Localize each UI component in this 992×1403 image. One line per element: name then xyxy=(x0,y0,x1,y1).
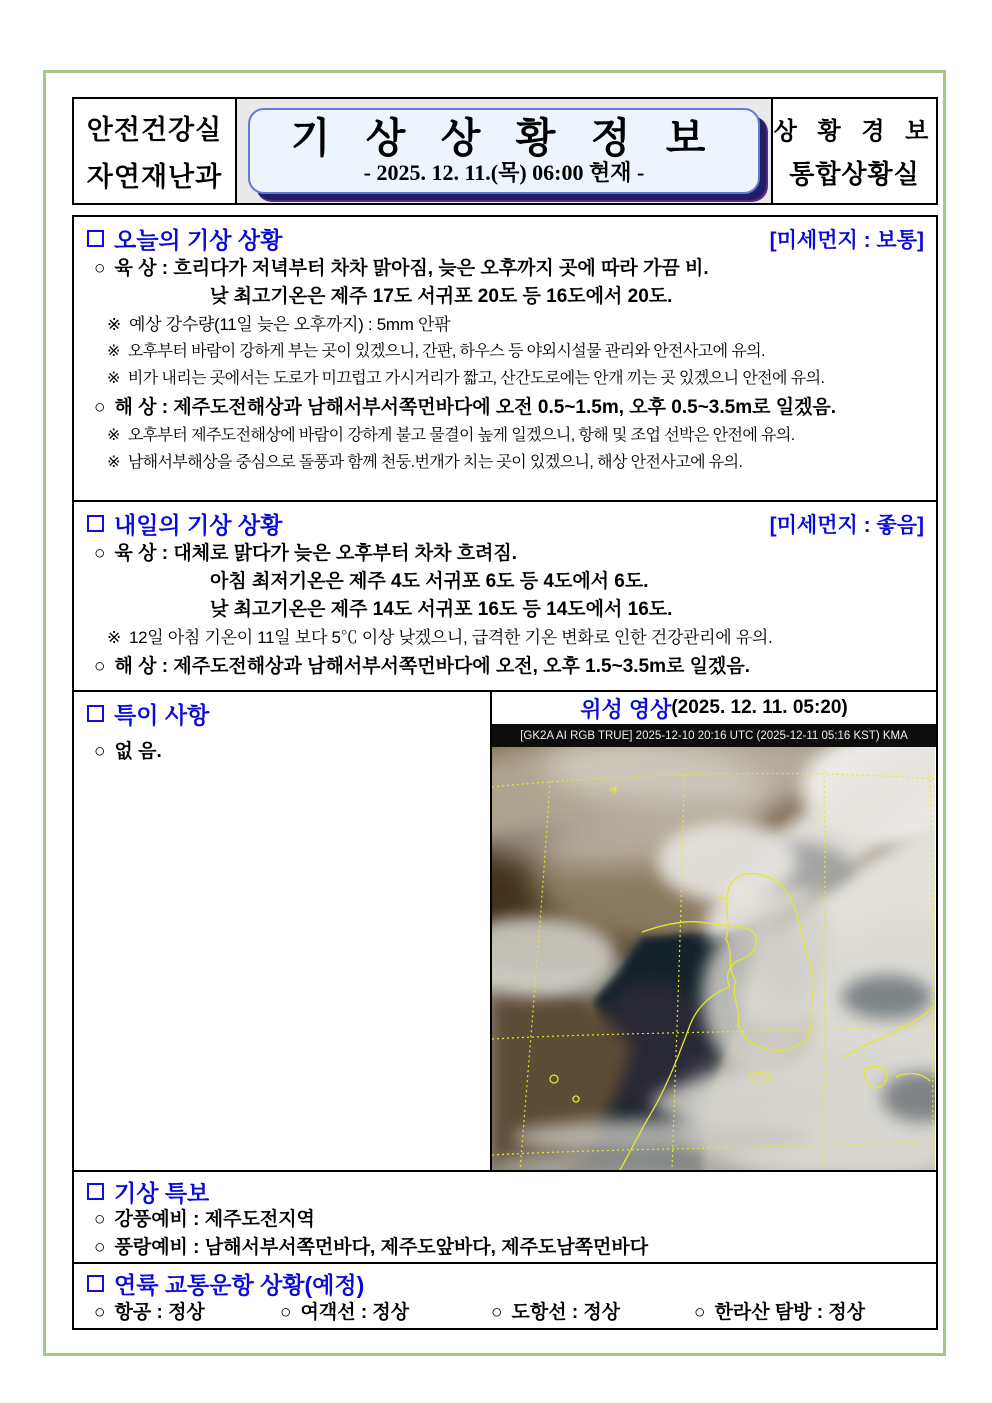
satellite-title-date: (2025. 12. 11. 05:20) xyxy=(671,697,848,719)
section-today-heading: 오늘의 기상 상황 xyxy=(114,227,283,253)
dust-badge-today: [미세먼지 : 보통] xyxy=(769,228,924,252)
circle-bullet-icon: ○ xyxy=(94,1209,106,1230)
checkbox-icon xyxy=(87,230,104,247)
department-line2: 자연재난과 xyxy=(86,162,223,192)
checkbox-icon xyxy=(87,1275,104,1292)
today-note-3: 비가 내리는 곳에서는 도로가 미끄럽고 가시거리가 짧고, 산간도로에는 안개 끼는 곳 있겠으니 안전에 유의. xyxy=(127,370,825,387)
section-special-heading: 특이 사항 xyxy=(114,702,210,728)
circle-bullet-icon: ○ xyxy=(491,1302,503,1323)
title-cell xyxy=(237,99,773,203)
special-none-text: 없 음. xyxy=(114,741,162,762)
today-sea-note-2: 남해서부해상을 중심으로 돌풍과 함께 천둥.번개가 치는 곳이 있겠으니, 해상 안전사고에 유의. xyxy=(127,454,743,471)
today-note-2: 오후부터 바람이 강하게 부는 곳이 있겠으니, 간판, 하우스 등 야외시설물 관리와 안전사고에 유의. xyxy=(127,343,765,360)
report-title: 기 상 상 황 정 보 xyxy=(290,115,718,161)
circle-bullet-icon: ○ xyxy=(94,1237,106,1258)
report-body xyxy=(72,215,938,1330)
section-today xyxy=(74,217,936,502)
section-special xyxy=(74,692,936,1172)
tomorrow-note-1: 12일 아침 기온이 11일 보다 5℃ 이상 낮겠으니, 급격한 기온 변화로 인한 건강관리에 유의. xyxy=(128,628,773,647)
circle-bullet-icon: ○ xyxy=(280,1302,292,1323)
satellite-title-label: 위성 영상 xyxy=(580,696,672,722)
asterisk-bullet-icon: ※ xyxy=(107,343,120,360)
tomorrow-sea-line: 해 상 : 제주도전해상과 남해서부서쪽먼바다에 오전, 오후 1.5~3.5m로 일겠음. xyxy=(114,656,750,677)
section-tomorrow xyxy=(74,502,936,692)
report-header xyxy=(72,97,938,205)
section-warnings-heading: 기상 특보 xyxy=(114,1180,210,1206)
satellite-title xyxy=(492,692,936,724)
asterisk-bullet-icon: ※ xyxy=(107,315,121,334)
checkbox-icon xyxy=(87,1183,104,1200)
department-line1: 안전건강실 xyxy=(86,115,223,145)
section-transport xyxy=(74,1264,936,1332)
circle-bullet-icon: ○ xyxy=(694,1302,706,1323)
today-land-line: 육 상 : 흐리다가 저녁부터 차차 맑아짐, 늦은 오후까지 곳에 따라 가끔 비. xyxy=(114,258,709,279)
tomorrow-land-line: 육 상 : 대체로 맑다가 늦은 오후부터 차차 흐려짐. xyxy=(114,543,518,564)
tomorrow-land-cont2: 낮 최고기온은 제주 14도 서귀포 16도 등 14도에서 16도. xyxy=(210,599,673,620)
tomorrow-land-cont1: 아침 최저기온은 제주 4도 서귀포 6도 등 4도에서 6도. xyxy=(210,571,649,592)
dust-badge-tomorrow: [미세먼지 : 좋음] xyxy=(769,513,924,537)
circle-bullet-icon: ○ xyxy=(94,258,106,279)
department-cell xyxy=(74,99,237,203)
office-cell xyxy=(773,99,936,203)
satellite-image xyxy=(492,747,936,1170)
transport-island-ferry: 도항선 : 정상 xyxy=(511,1302,621,1323)
special-notes-column xyxy=(74,692,492,1170)
asterisk-bullet-icon: ※ xyxy=(107,628,121,647)
circle-bullet-icon: ○ xyxy=(94,656,106,677)
asterisk-bullet-icon: ※ xyxy=(107,370,120,387)
title-box xyxy=(248,108,760,194)
report-datetime: - 2025. 12. 11.(목) 06:00 현재 - xyxy=(363,160,645,185)
warning-item-2: 풍랑예비 : 남해서부서쪽먼바다, 제주도앞바다, 제주도남쪽먼바다 xyxy=(114,1237,649,1258)
satellite-caption: [GK2A AI RGB TRUE] 2025-12-10 20:16 UTC (2025-12-11 05:16 KST) KMA xyxy=(492,724,936,747)
warning-item-1: 강풍예비 : 제주도전지역 xyxy=(114,1209,315,1230)
today-land-cont: 낮 최고기온은 제주 17도 서귀포 20도 등 16도에서 20도. xyxy=(210,286,673,307)
office-line1: 상 황 경 보 xyxy=(773,118,936,145)
today-sea-line: 해 상 : 제주도전해상과 남해서부서쪽먼바다에 오전 0.5~1.5m, 오후 0.5~3.5m로 일겠음. xyxy=(114,397,837,418)
transport-air: 항공 : 정상 xyxy=(114,1302,205,1323)
satellite-column xyxy=(492,692,936,1170)
transport-hallasan: 한라산 탐방 : 정상 xyxy=(714,1302,866,1323)
checkbox-icon xyxy=(87,515,104,532)
circle-bullet-icon: ○ xyxy=(94,543,106,564)
circle-bullet-icon: ○ xyxy=(94,741,106,762)
section-transport-heading: 연륙 교통운항 상황(예정) xyxy=(114,1272,365,1298)
asterisk-bullet-icon: ※ xyxy=(107,427,120,444)
transport-ferry: 여객선 : 정상 xyxy=(300,1302,410,1323)
circle-bullet-icon: ○ xyxy=(94,1302,106,1323)
section-tomorrow-heading: 내일의 기상 상황 xyxy=(114,512,283,538)
transport-status-row xyxy=(74,1298,936,1328)
checkbox-icon xyxy=(87,705,104,722)
circle-bullet-icon: ○ xyxy=(94,397,106,418)
today-note-1: 예상 강수량(11일 늦은 오후까지) : 5mm 안팎 xyxy=(128,315,451,334)
asterisk-bullet-icon: ※ xyxy=(107,454,120,471)
today-sea-note-1: 오후부터 제주도전해상에 바람이 강하게 불고 물결이 높게 일겠으니, 항해 및 조업 선박은 안전에 유의. xyxy=(127,427,795,444)
section-warnings xyxy=(74,1172,936,1264)
office-line2: 통합상황실 xyxy=(789,159,920,189)
